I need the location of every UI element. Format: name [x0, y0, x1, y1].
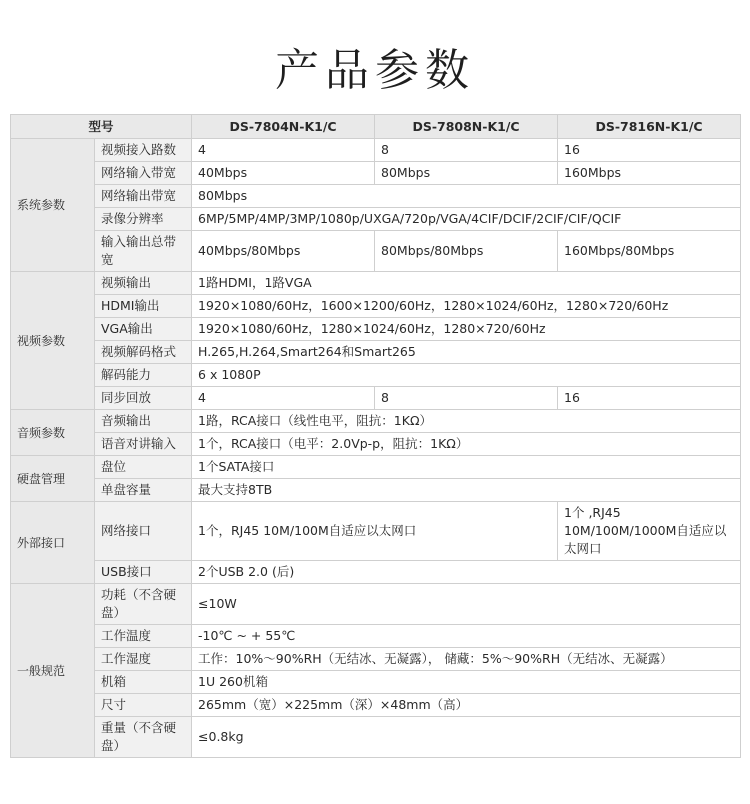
table-row	[11, 717, 741, 758]
row-label: 重量（不含硬盘）	[95, 717, 192, 758]
row-label: 工作湿度	[95, 648, 192, 671]
table-row	[11, 694, 741, 717]
header-model-1: DS-7804N-K1/C	[192, 115, 375, 139]
header-model-label: 型号	[11, 115, 192, 139]
cell-value: 最大支持8TB	[192, 479, 741, 502]
table-row	[11, 625, 741, 648]
cell-value: 1U 260机箱	[192, 671, 741, 694]
cell-value: 1个SATA接口	[192, 456, 741, 479]
cell-value: 80Mbps/80Mbps	[375, 231, 558, 272]
cell-value: 160Mbps/80Mbps	[558, 231, 741, 272]
row-label: 网络输出带宽	[95, 185, 192, 208]
row-label: USB接口	[95, 561, 192, 584]
section-general: 一般规范	[11, 584, 95, 758]
section-ports: 外部接口	[11, 502, 95, 584]
header-model-2: DS-7808N-K1/C	[375, 115, 558, 139]
cell-value: 工作：10%～90%RH（无结冰、无凝露）， 储藏：5%～90%RH（无结冰、无凝露）	[192, 648, 741, 671]
row-label: 工作温度	[95, 625, 192, 648]
cell-value: 6 x 1080P	[192, 364, 741, 387]
cell-value: 80Mbps	[375, 162, 558, 185]
row-label: 音频输出	[95, 410, 192, 433]
section-audio: 音频参数	[11, 410, 95, 456]
cell-value: 2个USB 2.0 (后)	[192, 561, 741, 584]
page-title: 产品参数	[275, 45, 475, 96]
row-label: 语音对讲输入	[95, 433, 192, 456]
cell-value: 1路HDMI，1路VGA	[192, 272, 741, 295]
table-row	[11, 433, 741, 456]
cell-value: 8	[375, 387, 558, 410]
cell-value: 40Mbps/80Mbps	[192, 231, 375, 272]
table-row	[11, 318, 741, 341]
cell-value: 40Mbps	[192, 162, 375, 185]
table-row	[11, 648, 741, 671]
table-row	[11, 502, 741, 561]
cell-value: 1920×1080/60Hz，1280×1024/60Hz，1280×720/60Hz	[192, 318, 741, 341]
row-label: 视频解码格式	[95, 341, 192, 364]
row-label: 视频接入路数	[95, 139, 192, 162]
table-row	[11, 295, 741, 318]
table-row	[11, 185, 741, 208]
header-model-3: DS-7816N-K1/C	[558, 115, 741, 139]
cell-value: 1个 ,RJ45 10M/100M/1000M自适应以太网口	[558, 502, 741, 561]
cell-value: 1路，RCA接口（线性电平，阻抗：1KΩ）	[192, 410, 741, 433]
row-label: 尺寸	[95, 694, 192, 717]
cell-value: 16	[558, 387, 741, 410]
row-label: 网络接口	[95, 502, 192, 561]
cell-value: 4	[192, 139, 375, 162]
table-row	[11, 231, 741, 272]
row-label: 盘位	[95, 456, 192, 479]
cell-value: ≤0.8kg	[192, 717, 741, 758]
spec-table	[10, 114, 741, 758]
row-label: 视频输出	[95, 272, 192, 295]
table-row	[11, 341, 741, 364]
row-label: 同步回放	[95, 387, 192, 410]
table-row	[11, 410, 741, 433]
table-row	[11, 387, 741, 410]
section-system: 系统参数	[11, 139, 95, 272]
row-label: 解码能力	[95, 364, 192, 387]
table-row	[11, 456, 741, 479]
row-label: 单盘容量	[95, 479, 192, 502]
cell-value: -10℃ ~ + 55℃	[192, 625, 741, 648]
table-row	[11, 561, 741, 584]
section-disk: 硬盘管理	[11, 456, 95, 502]
row-label: HDMI输出	[95, 295, 192, 318]
table-header-row	[11, 115, 741, 139]
section-video: 视频参数	[11, 272, 95, 410]
cell-value: 80Mbps	[192, 185, 741, 208]
cell-value: ≤10W	[192, 584, 741, 625]
row-label: 功耗（不含硬盘）	[95, 584, 192, 625]
table-row	[11, 139, 741, 162]
row-label: 机箱	[95, 671, 192, 694]
table-row	[11, 208, 741, 231]
cell-value: 4	[192, 387, 375, 410]
table-row	[11, 671, 741, 694]
cell-value: H.265,H.264,Smart264和Smart265	[192, 341, 741, 364]
cell-value: 1个，RJ45 10M/100M自适应以太网口	[192, 502, 558, 561]
cell-value: 1个，RCA接口（电平：2.0Vp-p，阻抗：1KΩ）	[192, 433, 741, 456]
table-row	[11, 364, 741, 387]
row-label: 输入输出总带宽	[95, 231, 192, 272]
row-label: VGA输出	[95, 318, 192, 341]
row-label: 录像分辨率	[95, 208, 192, 231]
cell-value: 1920×1080/60Hz，1600×1200/60Hz，1280×1024/60Hz，1280×720/60Hz	[192, 295, 741, 318]
table-row	[11, 479, 741, 502]
table-row	[11, 584, 741, 625]
cell-value: 160Mbps	[558, 162, 741, 185]
table-row	[11, 272, 741, 295]
row-label: 网络输入带宽	[95, 162, 192, 185]
cell-value: 6MP/5MP/4MP/3MP/1080p/UXGA/720p/VGA/4CIF/DCIF/2CIF/CIF/QCIF	[192, 208, 741, 231]
cell-value: 8	[375, 139, 558, 162]
table-row	[11, 162, 741, 185]
cell-value: 16	[558, 139, 741, 162]
cell-value: 265mm（宽）×225mm（深）×48mm（高）	[192, 694, 741, 717]
